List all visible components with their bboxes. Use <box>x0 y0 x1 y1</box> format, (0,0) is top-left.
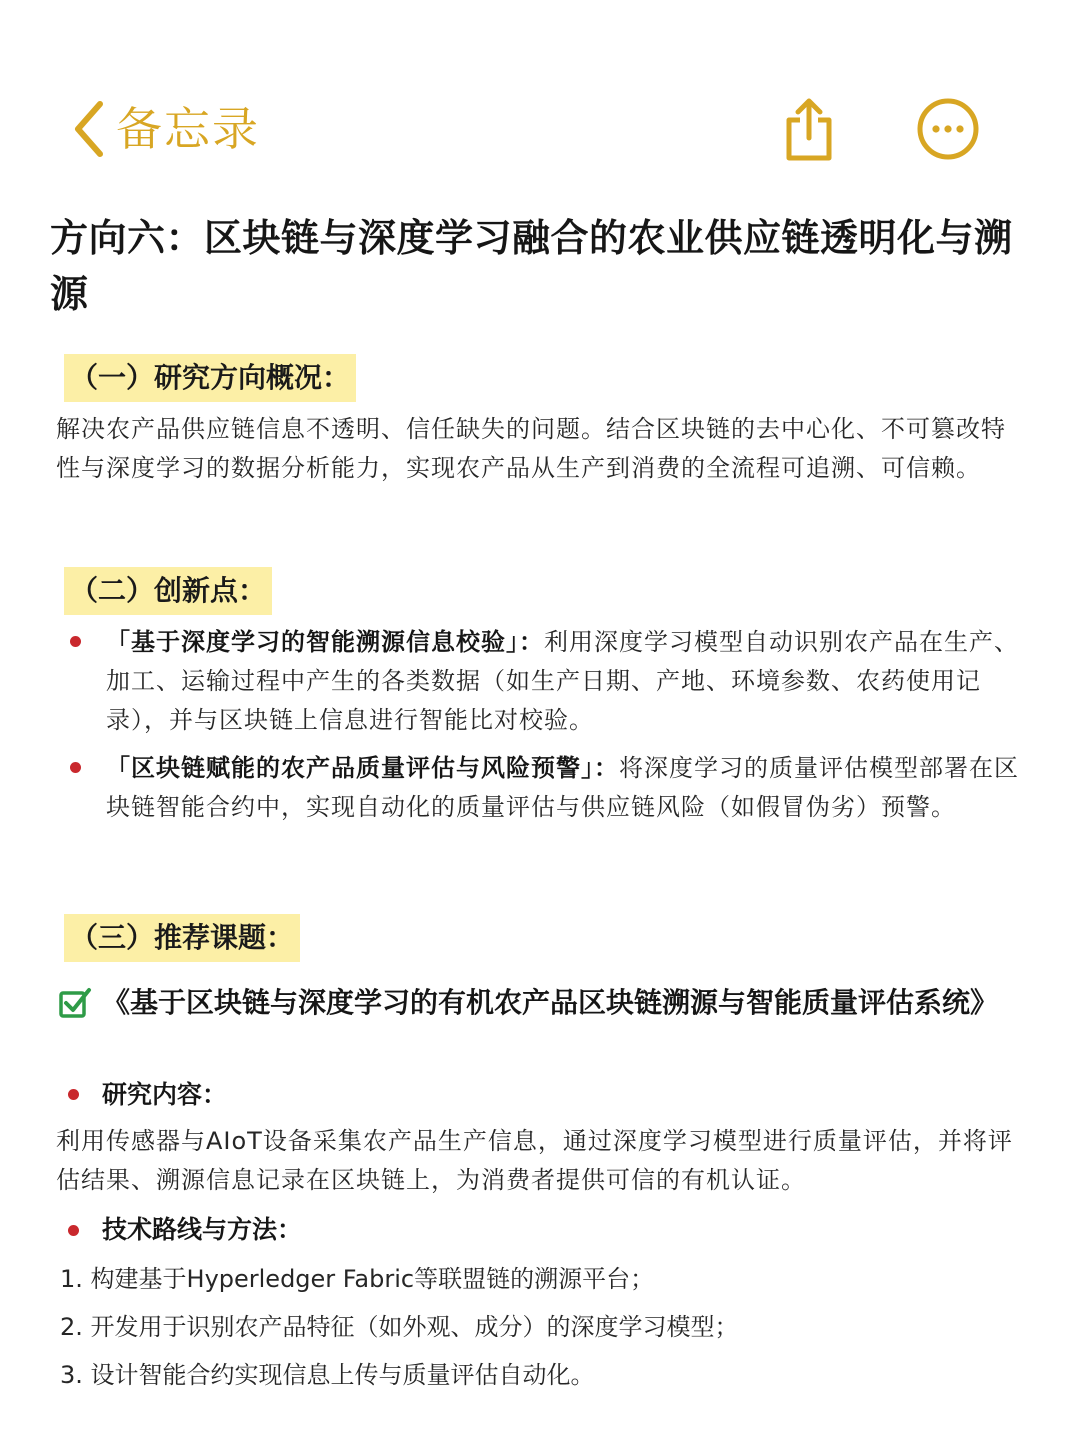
back-label: 备忘录 <box>116 102 260 156</box>
recommended-topic-title: 《基于区块链与深度学习的有机农产品区块链溯源与智能质量评估系统》 <box>102 986 999 1019</box>
section-heading-overview: （一）研究方向概况： <box>64 354 356 402</box>
bullet-dot <box>70 636 81 647</box>
share-icon <box>776 96 842 162</box>
note-title: 方向六：区块链与深度学习融合的农业供应链透明化与溯源 <box>50 216 1013 316</box>
nav-bar <box>0 0 1080 190</box>
bullet-dot <box>70 762 81 773</box>
overview-paragraph: 解决农产品供应链信息不透明、信任缺失的问题。结合区块链的去中心化、不可篡改特性与深度学习的数据分析能力，实现农产品从生产到消费的全流程可追溯、可信赖。 <box>56 415 1006 482</box>
share-button[interactable] <box>776 96 842 162</box>
method-step-2: 2. 开发用于识别农产品特征（如外观、成分）的深度学习模型； <box>60 1313 739 1341</box>
innovation-item-1-text: 利用深度学习模型自动识别农产品在生产、加工、运输过程中产生的各类数据（如生产日期、产地、环境参数、农药使用记录），并与区块链上信息进行智能比对校验。 <box>106 628 1019 734</box>
innovation-item-2 <box>106 749 1026 827</box>
bullet-dot <box>68 1225 79 1236</box>
section-heading-topics: （三）推荐课题： <box>64 914 300 962</box>
method-step-1: 1. 构建基于Hyperledger Fabric等联盟链的溯源平台； <box>60 1265 655 1293</box>
chevron-left-icon <box>72 100 106 158</box>
research-content-text: 利用传感器与AIoT设备采集农产品生产信息，通过深度学习模型进行质量评估，并将评估结果、溯源信息记录在区块链上，为消费者提供可信的有机认证。 <box>56 1127 1013 1194</box>
research-content-label: 研究内容： <box>102 1080 228 1109</box>
innovation-item-1-title: 「基于深度学习的智能溯源信息校验」： <box>106 628 544 656</box>
method-label: 技术路线与方法： <box>102 1215 303 1244</box>
more-button[interactable] <box>915 96 981 162</box>
bullet-dot <box>68 1089 79 1100</box>
innovation-item-1 <box>106 623 1026 740</box>
section-heading-innovation: （二）创新点： <box>64 567 272 615</box>
innovation-item-2-title: 「区块链赋能的农产品质量评估与风险预警」： <box>106 754 619 782</box>
checkbox-checked-icon <box>58 986 92 1020</box>
more-icon <box>915 96 981 162</box>
method-step-3: 3. 设计智能合约实现信息上传与质量评估自动化。 <box>60 1361 595 1389</box>
innovation-item-2-text: 将深度学习的质量评估模型部署在区块链智能合约中，实现自动化的质量评估与供应链风险（如假冒伪劣）预警。 <box>106 754 1019 821</box>
back-button[interactable] <box>72 96 260 162</box>
